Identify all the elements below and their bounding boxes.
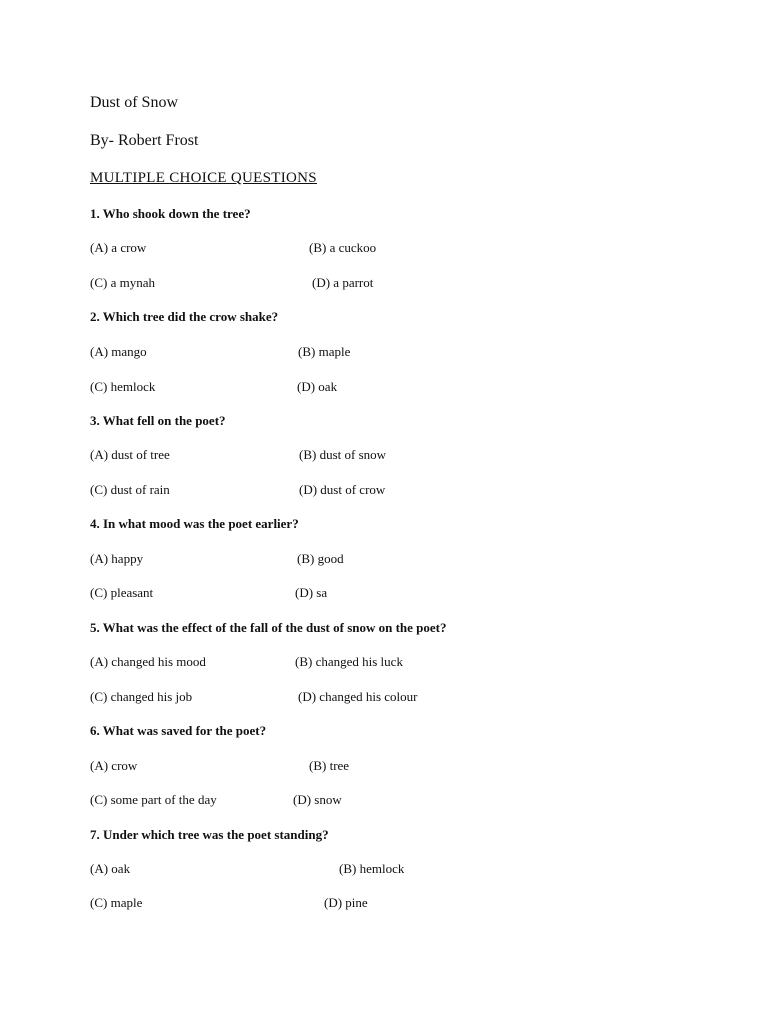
q5-option-c: (C) changed his job [90, 689, 193, 704]
q3-option-b: (B) dust of snow [299, 447, 387, 462]
q2-option-a: (A) mango [90, 344, 147, 359]
document-title: Dust of Snow [90, 94, 179, 111]
question-3: 3. What fell on the poet? [90, 413, 226, 428]
q2-option-d: (D) oak [297, 379, 338, 394]
question-2: 2. Which tree did the crow shake? [90, 309, 279, 324]
question-5: 5. What was the effect of the fall of the dust of snow on the poet? [90, 620, 447, 635]
q6-option-c: (C) some part of the day [90, 792, 217, 807]
q3-option-d: (D) dust of crow [299, 482, 386, 497]
q1-option-c: (C) a mynah [90, 275, 155, 290]
q4-option-d: (D) sa [295, 585, 328, 600]
question-4: 4. In what mood was the poet earlier? [90, 516, 299, 531]
q3-option-c: (C) dust of rain [90, 482, 170, 497]
q5-option-b: (B) changed his luck [295, 654, 403, 669]
q4-option-a: (A) happy [90, 551, 144, 566]
q1-option-a: (A) a crow [90, 240, 147, 255]
q3-option-a: (A) dust of tree [90, 447, 170, 462]
q7-option-d: (D) pine [324, 895, 368, 910]
question-7: 7. Under which tree was the poet standing? [90, 827, 329, 842]
q7-option-b: (B) hemlock [339, 861, 405, 876]
q6-option-d: (D) snow [293, 792, 342, 807]
q5-option-d: (D) changed his colour [298, 689, 418, 704]
q7-option-c: (C) maple [90, 895, 143, 910]
q5-option-a: (A) changed his mood [90, 654, 206, 669]
question-6: 6. What was saved for the poet? [90, 723, 267, 738]
q2-option-b: (B) maple [298, 344, 351, 359]
q6-option-a: (A) crow [90, 758, 138, 773]
q1-option-b: (B) a cuckoo [309, 240, 377, 255]
q7-option-a: (A) oak [90, 861, 131, 876]
section-heading: MULTIPLE CHOICE QUESTIONS [90, 170, 317, 186]
author-line: By- Robert Frost [90, 132, 199, 149]
question-1: 1. Who shook down the tree? [90, 206, 251, 221]
q4-option-b: (B) good [297, 551, 344, 566]
q4-option-c: (C) pleasant [90, 585, 154, 600]
q6-option-b: (B) tree [309, 758, 350, 773]
q2-option-c: (C) hemlock [90, 379, 156, 394]
q1-option-d: (D) a parrot [312, 275, 374, 290]
